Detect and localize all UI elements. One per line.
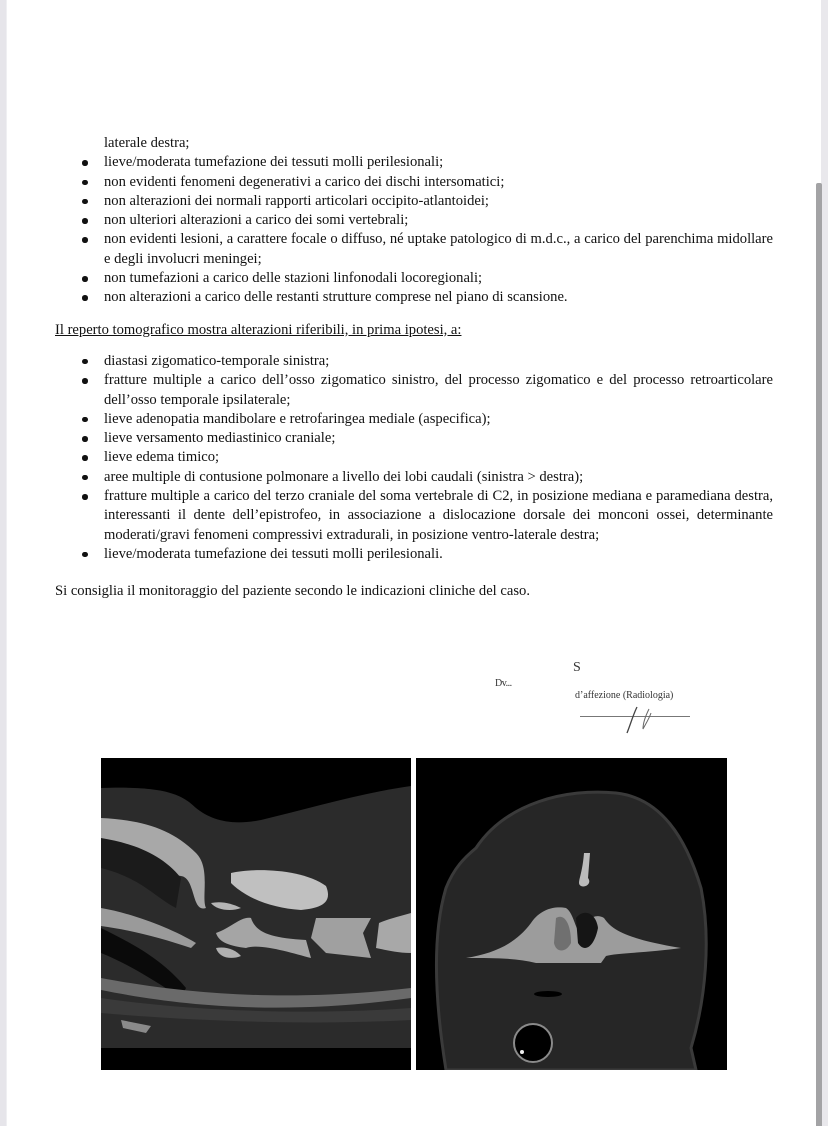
finding-item: non evidenti lesioni, a carattere focale o diffuso, né uptake patologico di m.d.c., a carico del parenchima midollare e degli involucri meningei; — [55, 230, 773, 269]
finding-item: non evidenti fenomeni degenerativi a carico dei dischi intersomatici; — [55, 173, 773, 192]
conclusion-item: lieve/moderata tumefazione dei tessuti molli perilesionali. — [55, 545, 773, 564]
conclusion-item: lieve edema timico; — [55, 448, 773, 467]
signature-role: d’affezione (Radiologia) — [575, 690, 674, 701]
signature-initial: S — [573, 660, 581, 675]
conclusions-list — [55, 352, 773, 564]
conclusion-item: aree multiple di contusione polmonare a livello dei lobi caudali (sinistra > destra); — [55, 468, 773, 487]
finding-item: lieve/moderata tumefazione dei tessuti molli perilesionali; — [55, 153, 773, 172]
ct-axial-image — [416, 758, 727, 1070]
scrollbar-track[interactable] — [821, 0, 828, 1126]
conclusion-item: lieve versamento mediastinico craniale; — [55, 429, 773, 448]
report-page — [55, 134, 773, 602]
recommendation-text: Si consiglia il monitoraggio del paziente secondo le indicazioni cliniche del caso. — [55, 583, 530, 600]
page-left-edge — [0, 0, 7, 1126]
conclusion-item: fratture multiple a carico del terzo craniale del soma vertebrale di C2, in posizione mediana e paramediana destra, interessanti il dente dell’epistrofeo, in associazione a dislocazione dorsale dei monconi ossei, determinante moderati/gravi fenomeni compressivi extradurali, in posizione ventro-laterale destra; — [55, 487, 773, 545]
finding-item: non tumefazioni a carico delle stazioni linfonodali locoregionali; — [55, 269, 773, 288]
handwritten-signature-icon — [623, 705, 663, 735]
finding-item: non alterazioni a carico delle restanti strutture comprese nel piano di scansione. — [55, 288, 773, 307]
finding-item: non ulteriori alterazioni a carico dei somi vertebrali; — [55, 211, 773, 230]
continued-fragment: laterale destra; — [104, 135, 190, 151]
conclusion-item: diastasi zigomatico-temporale sinistra; — [55, 352, 773, 371]
conclusion-heading: Il reperto tomografico mostra alterazioni riferibili, in prima ipotesi, a: — [55, 321, 462, 338]
scrollbar-thumb[interactable] — [816, 183, 822, 1126]
signature-block — [495, 660, 725, 735]
findings-list-part1 — [55, 134, 773, 308]
ct-images — [101, 758, 727, 1070]
signature-prefix: Dv... — [495, 678, 512, 689]
ct-sagittal-image — [101, 758, 411, 1070]
finding-item: non alterazioni dei normali rapporti articolari occipito-atlantoidei; — [55, 192, 773, 211]
conclusion-item: lieve adenopatia mandibolare e retrofaringea mediale (aspecifica); — [55, 410, 773, 429]
conclusion-item: fratture multiple a carico dell’osso zigomatico sinistro, del processo zigomatico e del processo retroarticolare dell’osso temporale ipsilaterale; — [55, 371, 773, 410]
